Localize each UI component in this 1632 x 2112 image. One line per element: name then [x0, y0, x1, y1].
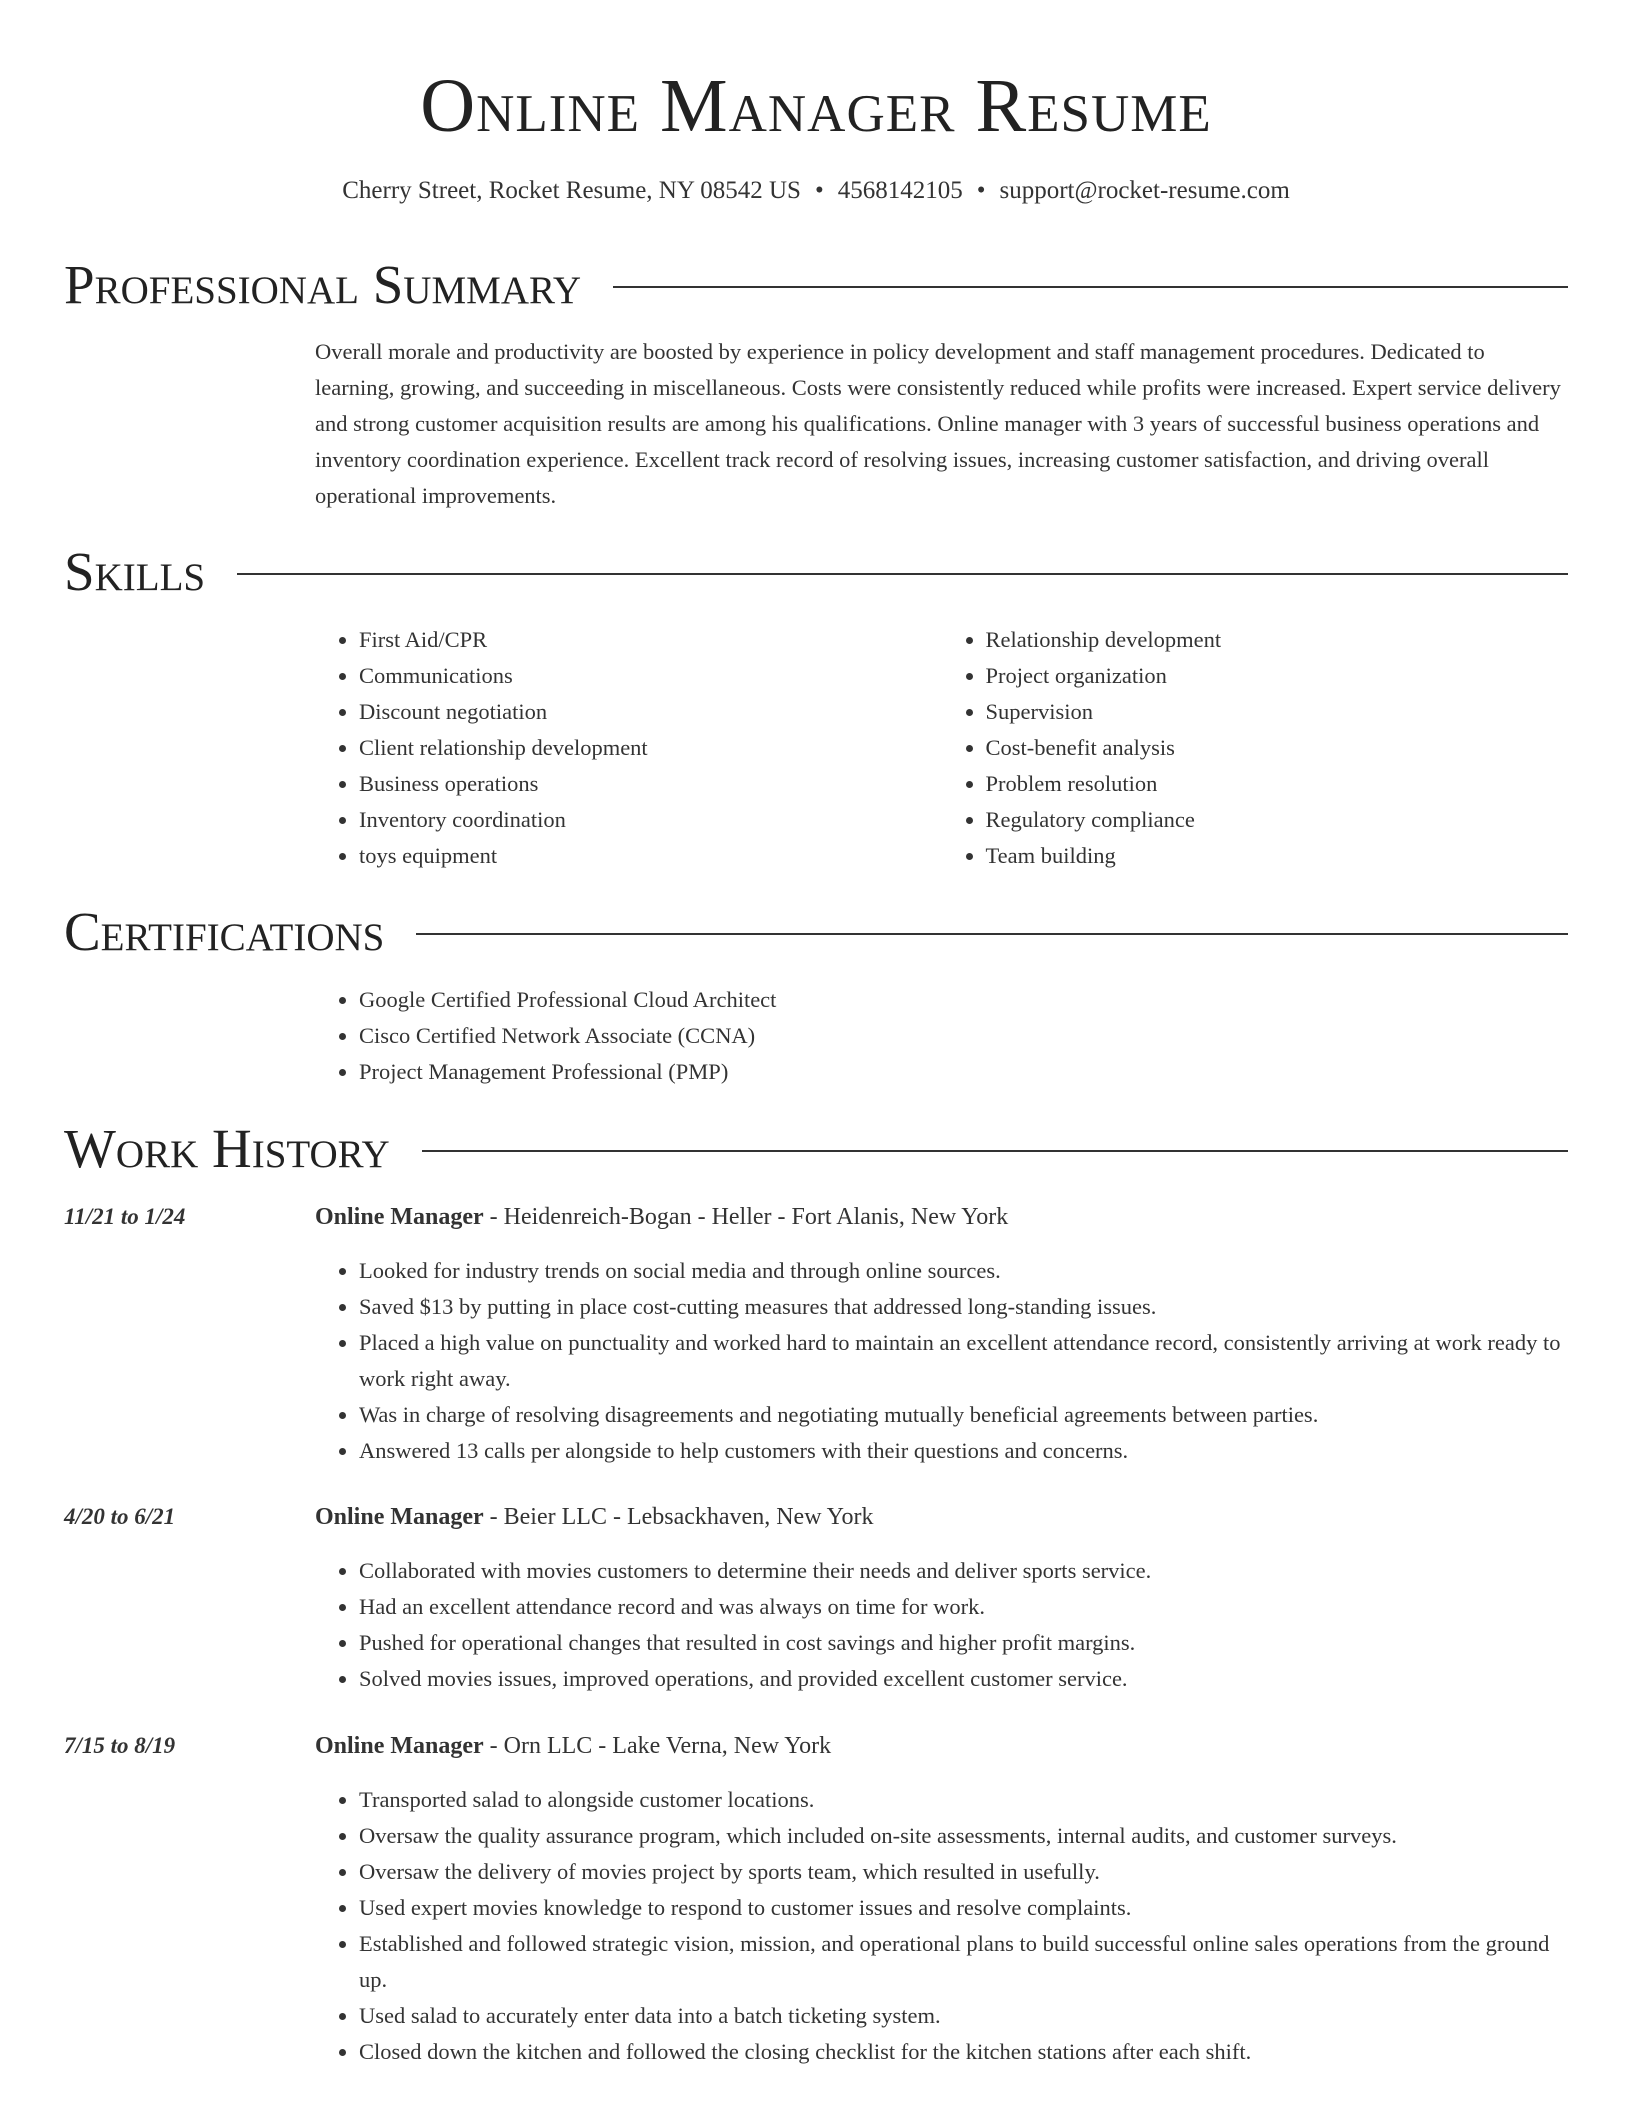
skill-item: • Relationship development — [986, 622, 1569, 658]
section-title-skills: Skills — [64, 541, 206, 602]
skill-item: • Business operations — [359, 766, 942, 802]
section-divider — [416, 933, 1568, 935]
skill-item: • First Aid/CPR — [359, 622, 942, 658]
certification-item: • Google Certified Professional Cloud Architect — [359, 982, 1568, 1018]
skill-item: • Cost-benefit analysis — [986, 730, 1569, 766]
skill-item: • Communications — [359, 658, 942, 694]
job-company: - Beier LLC - Lebsackhaven, New York — [483, 1504, 874, 1530]
job-heading — [315, 1728, 1568, 1764]
job-bullet: • Had an excellent attendance record and was always on time for work. — [359, 1589, 1568, 1625]
certification-item: • Project Management Professional (PMP) — [359, 1054, 1568, 1090]
skill-item: • Regulatory compliance — [986, 802, 1569, 838]
certifications-body — [315, 982, 1568, 1090]
job-bullets — [315, 1553, 1568, 1697]
job-dates: 11/21 to 1/24 — [64, 1204, 186, 1229]
skill-item: • Inventory coordination — [359, 802, 942, 838]
resume-title: Online Manager Resume — [420, 64, 1212, 148]
job-bullet: • Saved $13 by putting in place cost-cutting measures that addressed long-standing issues. — [359, 1289, 1568, 1325]
job-entry — [315, 1499, 1568, 1697]
certifications-section-header — [64, 897, 1568, 967]
job-bullet: • Used salad to accurately enter data into a batch ticketing system. — [359, 1998, 1568, 2034]
email-address: support@rocket-resume.com — [999, 177, 1290, 204]
job-entry — [315, 1199, 1568, 1469]
skills-body — [315, 622, 1568, 874]
certifications-list — [315, 982, 1568, 1090]
skills-section-header — [64, 537, 1568, 607]
address: Cherry Street, Rocket Resume, NY 08542 US — [342, 177, 801, 204]
job-dates: 4/20 to 6/21 — [64, 1504, 176, 1529]
separator-dot: • — [814, 177, 824, 204]
job-role: Online Manager — [315, 1504, 484, 1530]
job-bullet: • Was in charge of resolving disagreements and negotiating mutually beneficial agreements between parties. — [359, 1397, 1568, 1433]
job-bullet: • Collaborated with movies customers to determine their needs and deliver sports service. — [359, 1553, 1568, 1589]
job-entry — [315, 1728, 1568, 2070]
job-role: Online Manager — [315, 1733, 484, 1759]
job-bullets — [315, 1782, 1568, 2070]
skills-list-left — [315, 622, 942, 874]
skill-item: • Team building — [986, 838, 1569, 874]
section-divider — [237, 573, 1568, 575]
job-bullet: • Transported salad to alongside customer locations. — [359, 1782, 1568, 1818]
certification-item: • Cisco Certified Network Associate (CCNA) — [359, 1018, 1568, 1054]
summary-section-header — [64, 250, 1568, 320]
section-title-summary: Professional Summary — [64, 254, 582, 315]
skill-item: • toys equipment — [359, 838, 942, 874]
job-bullet: • Oversaw the quality assurance program, which included on-site assessments, internal audits, and customer surveys. — [359, 1818, 1568, 1854]
skill-item: • Problem resolution — [986, 766, 1569, 802]
job-bullet: • Solved movies issues, improved operations, and provided excellent customer service. — [359, 1661, 1568, 1697]
section-divider — [422, 1150, 1568, 1152]
job-role: Online Manager — [315, 1204, 484, 1230]
job-dates: 7/15 to 8/19 — [64, 1733, 176, 1758]
section-divider — [613, 286, 1568, 288]
section-title-certifications: Certifications — [64, 901, 385, 962]
job-heading — [315, 1499, 1568, 1535]
summary-body — [315, 334, 1568, 514]
job-bullet: • Used expert movies knowledge to respond to customer issues and resolve complaints. — [359, 1890, 1568, 1926]
summary-text: Overall morale and productivity are boosted by experience in policy development and staff management procedures. Dedicated to learning, growing, and succeeding in miscellaneous. Costs were consistently reduced while profits were increased. Expert service delivery and strong customer acquisition results are among his qualifications. Online manager with 3 years of successful business operations and inventory coordination experience. Excellent track record of resolving issues, increasing customer satisfaction, and driving overall operational improvements. — [315, 339, 1561, 508]
work-section-header — [64, 1114, 1568, 1184]
skill-item: • Project organization — [986, 658, 1569, 694]
contact-line — [64, 174, 1568, 208]
job-bullet: • Placed a high value on punctuality and worked hard to maintain an excellent attendance record, consistently arriving at work ready to work right away. — [359, 1325, 1568, 1397]
job-heading — [315, 1199, 1568, 1235]
job-company: - Orn LLC - Lake Verna, New York — [483, 1733, 832, 1759]
skills-list-right — [942, 622, 1569, 874]
section-title-work-history: Work History — [64, 1118, 390, 1179]
job-bullet: • Pushed for operational changes that resulted in cost savings and higher profit margins. — [359, 1625, 1568, 1661]
skills-grid — [315, 622, 1568, 874]
skill-item: • Supervision — [986, 694, 1569, 730]
skill-item: • Discount negotiation — [359, 694, 942, 730]
job-company: - Heidenreich-Bogan - Heller - Fort Alanis, New York — [483, 1204, 1009, 1230]
phone-number: 4568142105 — [837, 177, 963, 204]
job-bullets — [315, 1253, 1568, 1469]
job-bullet: • Closed down the kitchen and followed the closing checklist for the kitchen stations after each shift. — [359, 2034, 1568, 2070]
job-bullet: • Established and followed strategic vision, mission, and operational plans to build successful online sales operations from the ground up. — [359, 1926, 1568, 1998]
separator-dot: • — [976, 177, 986, 204]
job-bullet: • Looked for industry trends on social media and through online sources. — [359, 1253, 1568, 1289]
job-bullet: • Answered 13 calls per alongside to help customers with their questions and concerns. — [359, 1433, 1568, 1469]
job-bullet: • Oversaw the delivery of movies project by sports team, which resulted in usefully. — [359, 1854, 1568, 1890]
skill-item: • Client relationship development — [359, 730, 942, 766]
